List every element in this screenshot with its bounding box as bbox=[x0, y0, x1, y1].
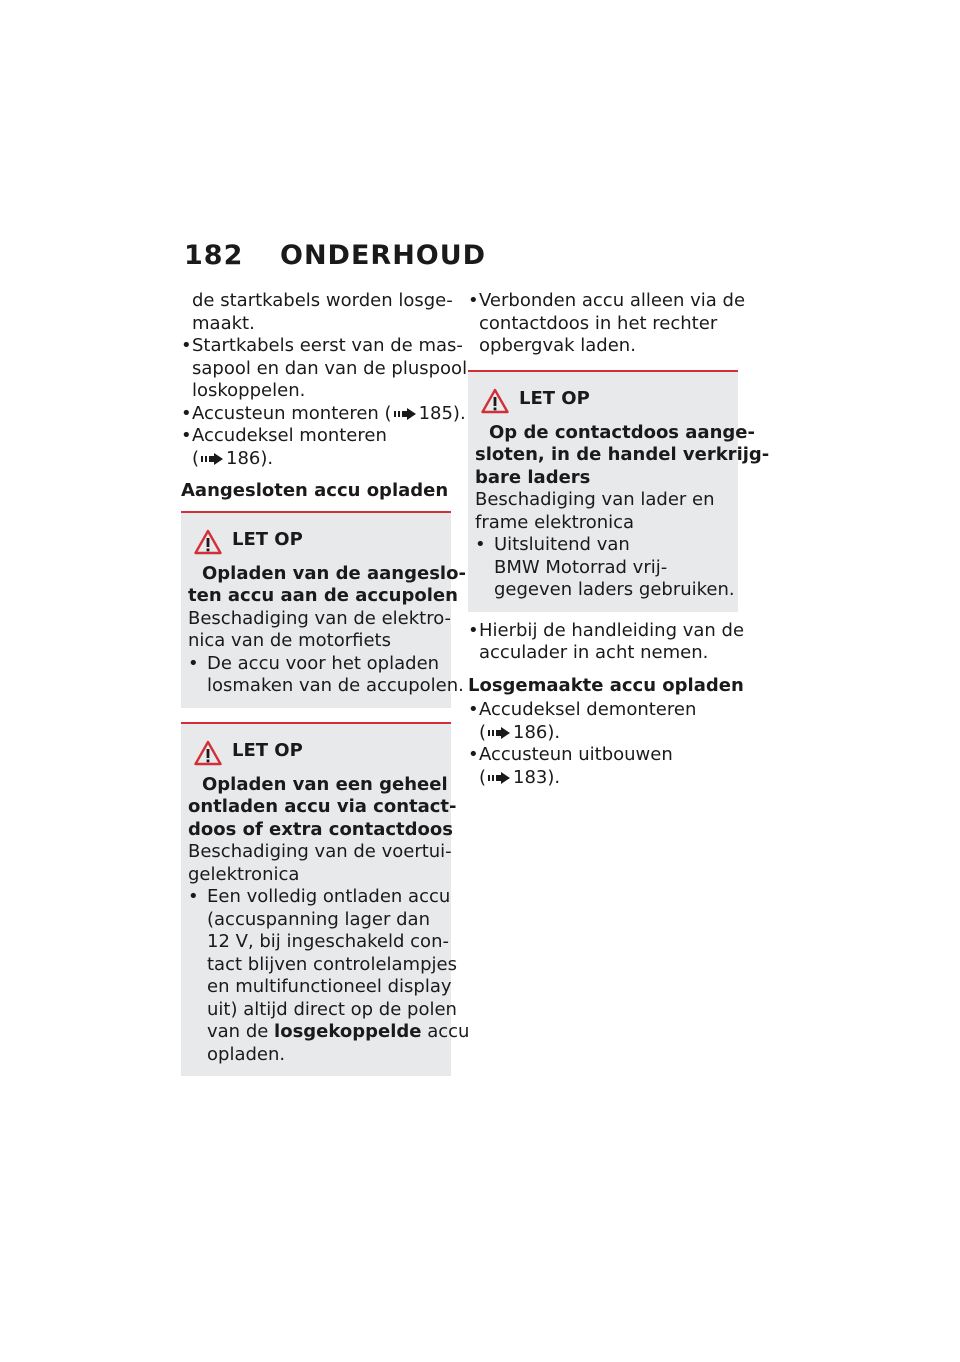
warning-item-line: BMW Motorrad vrij- bbox=[494, 556, 668, 578]
warning-title: doos of extra contactdoos bbox=[188, 818, 453, 840]
warning-item-line: (accuspanning lager dan bbox=[207, 908, 430, 930]
warning-description: gelektronica bbox=[188, 863, 300, 885]
arrow-reference-icon bbox=[488, 727, 510, 739]
warning-header bbox=[188, 523, 444, 563]
arrow-reference-icon bbox=[488, 772, 510, 784]
list-item-continuation: maakt. bbox=[192, 312, 255, 334]
warning-item: • Een volledig ontladen accu bbox=[188, 886, 451, 907]
right-column bbox=[468, 290, 770, 789]
list-item-line: acculader in acht nemen. bbox=[479, 642, 709, 663]
warning-title: Opladen van een geheel bbox=[202, 773, 448, 795]
warning-label: LET OP bbox=[519, 387, 590, 409]
warning-label: LET OP bbox=[232, 528, 303, 550]
arrow-reference-icon bbox=[394, 408, 416, 420]
warning-item-line: gegeven laders gebruiken. bbox=[494, 579, 735, 600]
warning-triangle-icon bbox=[194, 740, 222, 766]
warning-description: nica van de motorfiets bbox=[188, 630, 391, 651]
warning-title: Opladen van de aangeslo- bbox=[202, 562, 466, 584]
warning-item: • De accu voor het opladen bbox=[188, 652, 440, 674]
list-item-line: loskoppelen. bbox=[192, 380, 306, 401]
list-item-line: contactdoos in het rechter bbox=[479, 312, 718, 334]
bullet-dot-icon: • bbox=[468, 699, 479, 720]
warning-triangle-icon bbox=[194, 529, 222, 555]
warning-description: frame elektronica bbox=[475, 511, 635, 533]
page-reference-link[interactable]: 186). bbox=[226, 447, 274, 469]
bullet-dot-icon: • bbox=[468, 290, 479, 311]
warning-item-line: opladen. bbox=[207, 1043, 286, 1065]
warning-title: ontladen accu via contact- bbox=[188, 796, 457, 817]
warning-item-line: en multifunctioneel display bbox=[207, 976, 452, 997]
warning-item-line: tact blijven controlelampjes bbox=[207, 953, 457, 975]
list-item: •Hierbij de handleiding van de bbox=[468, 619, 745, 641]
list-item: •Startkabels eerst van de mas- bbox=[181, 335, 463, 356]
page-reference-link[interactable]: 183). bbox=[513, 766, 561, 788]
list-item-line: sapool en dan van de pluspool bbox=[192, 357, 468, 379]
list-item: •Accusteun monteren ( 185). bbox=[181, 402, 466, 424]
warning-item-line: van de losgekoppelde accu bbox=[207, 1021, 470, 1042]
warning-description: Beschadiging van lader en bbox=[475, 489, 715, 510]
warning-title: bare laders bbox=[475, 466, 591, 488]
page-reference-link[interactable]: 186). bbox=[513, 721, 561, 743]
list-item-continuation: de startkabels worden losge- bbox=[192, 290, 453, 311]
list-item: •Verbonden accu alleen via de bbox=[468, 290, 746, 311]
warning-title: sloten, in de handel verkrijg- bbox=[475, 444, 770, 465]
list-item: •Accudeksel monteren bbox=[181, 425, 387, 446]
warning-description: Beschadiging van de elektro- bbox=[188, 607, 452, 629]
page-reference-link[interactable]: 185). bbox=[418, 402, 466, 424]
warning-item-line: losmaken van de accupolen. bbox=[207, 675, 464, 696]
section-heading: Losgemaakte accu opladen bbox=[468, 674, 744, 696]
bullet-dot-icon: • bbox=[468, 744, 479, 765]
left-column bbox=[181, 290, 470, 1084]
warning-item: • Uitsluitend van bbox=[475, 534, 630, 555]
list-item-line: ( 183). bbox=[479, 766, 561, 788]
warning-title: ten accu aan de accupolen bbox=[188, 585, 458, 606]
emphasis-text: losgekoppelde bbox=[274, 1021, 422, 1042]
warning-box bbox=[181, 511, 466, 708]
bullet-dot-icon: • bbox=[181, 335, 192, 356]
page-number: 182 bbox=[184, 240, 244, 271]
warning-header bbox=[475, 382, 731, 422]
bullet-dot-icon: • bbox=[468, 619, 479, 641]
warning-description: Beschadiging van de voertui- bbox=[188, 841, 452, 862]
bullet-dot-icon: • bbox=[181, 402, 192, 424]
arrow-reference-icon bbox=[201, 453, 223, 465]
list-item-line: ( 186). bbox=[192, 447, 274, 469]
warning-title: Op de contactdoos aange- bbox=[489, 421, 755, 443]
section-heading: Aangesloten accu opladen bbox=[181, 480, 449, 501]
warning-item-line: uit) altijd direct op de polen bbox=[207, 998, 457, 1020]
warning-header bbox=[188, 734, 444, 774]
warning-box bbox=[181, 722, 470, 1077]
list-item: •Accudeksel demonteren bbox=[468, 699, 697, 720]
warning-item-line: 12 V, bij ingeschakeld con- bbox=[207, 931, 449, 952]
page-title: ONDERHOUD bbox=[280, 240, 487, 271]
page-header bbox=[184, 240, 487, 280]
list-item: •Accusteun uitbouwen bbox=[468, 744, 673, 765]
bullet-dot-icon: • bbox=[181, 425, 192, 446]
list-item-line: opbergvak laden. bbox=[479, 335, 636, 356]
warning-box bbox=[468, 370, 770, 612]
list-item-line: ( 186). bbox=[479, 721, 561, 743]
warning-triangle-icon bbox=[481, 388, 509, 414]
warning-label: LET OP bbox=[232, 739, 303, 761]
